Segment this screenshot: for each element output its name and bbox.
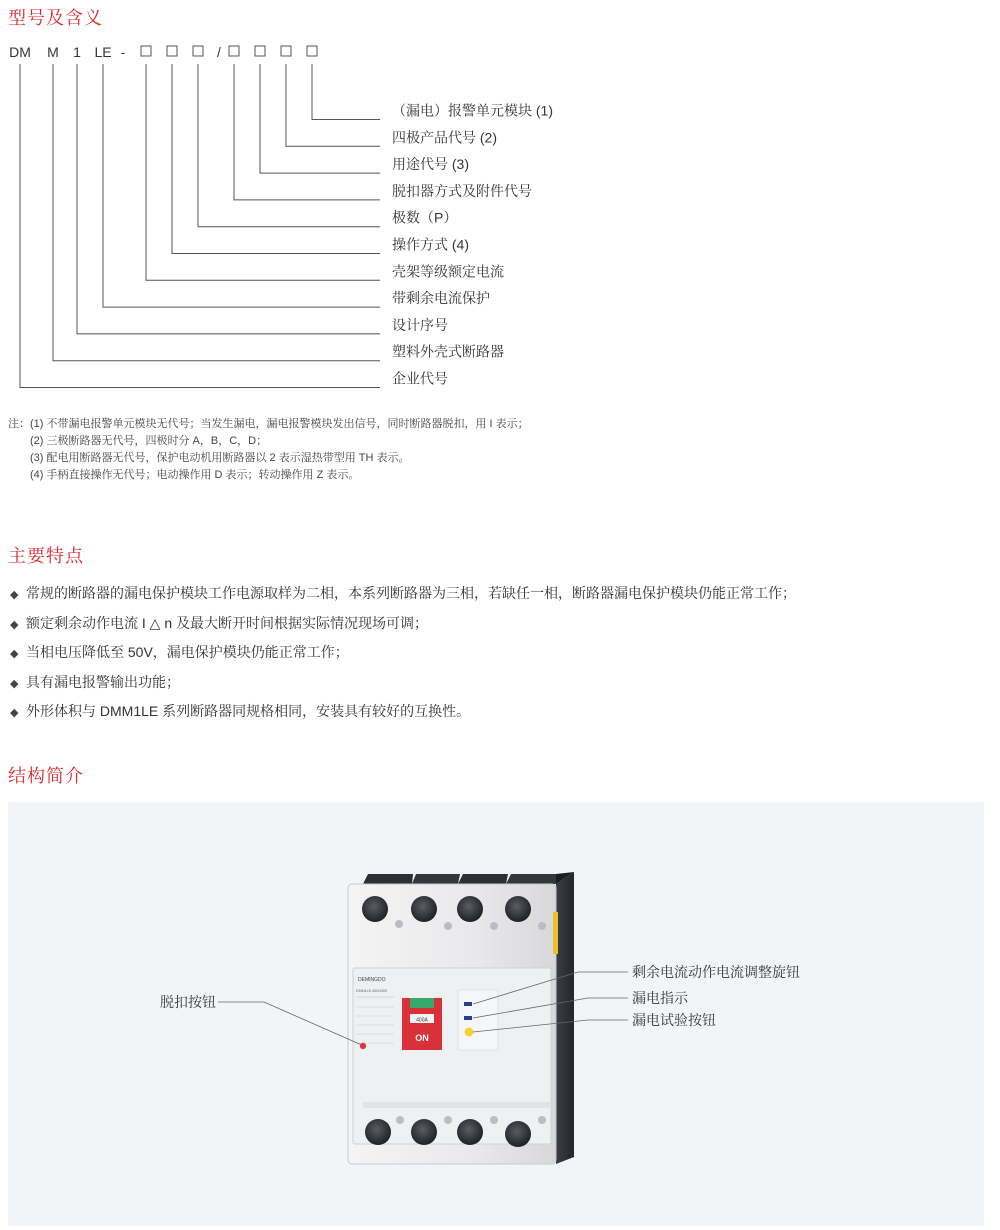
callout-test-button: 漏电试验按钮 (632, 1012, 716, 1028)
code-meaning: 壳架等级额定电流 (392, 263, 504, 280)
callout-adjust-knob: 剩余电流动作电流调整旋钮 (632, 964, 800, 980)
feature-item (10, 671, 796, 701)
note-line: (2) 三极断路器无代号，四极时分 A，B，C，D； (30, 435, 268, 447)
code-connector-line (53, 64, 380, 361)
notes (8, 416, 529, 484)
code-meaning: 塑料外壳式断路器 (392, 343, 504, 360)
test-button[interactable] (465, 1028, 474, 1037)
code-connector-line (286, 64, 380, 146)
feature-text: 常规的断路器的漏电保护模块工作电源取样为二相，本系列断路器为三相，若缺任一相，断路器漏电保护模块仍能正常工作； (26, 585, 796, 601)
brand-label: DEMINGDO (358, 977, 386, 983)
code-meaning: 企业代号 (392, 370, 448, 387)
callout-trip-button: 脱扣按钮 (160, 994, 216, 1010)
code-part: - (120, 44, 126, 60)
top-terminal-blocks (363, 872, 574, 884)
diamond-bullet-icon: ◆ (10, 589, 19, 601)
code-placeholder-box (307, 46, 317, 56)
code-placeholder-box (229, 46, 239, 56)
code-meaning: 用途代号 (3) (392, 156, 469, 173)
code-placeholder-box (141, 46, 151, 56)
feature-item (10, 700, 796, 730)
breaker-side-panel (556, 872, 574, 1164)
code-connector-line (312, 64, 380, 120)
code-part: 1 (73, 44, 81, 60)
diamond-bullet-icon: ◆ (10, 618, 19, 631)
code-meaning: 四极产品代号 (2) (392, 129, 497, 146)
feature-text: 当相电压降低至 50V，漏电保护模块仍能正常工作； (26, 644, 349, 660)
feature-item (10, 641, 796, 671)
code-meaning: 操作方式 (4) (392, 236, 469, 253)
feature-text: 具有漏电报警输出功能； (26, 673, 180, 690)
code-placeholder-box (167, 46, 177, 56)
code-part: M (47, 44, 59, 60)
yellow-side-strip (553, 912, 558, 954)
code-meaning: 带剩余电流保护 (392, 290, 490, 307)
feature-item (10, 582, 796, 612)
note-line: (3) 配电用断路器无代号，保护电动机用断路器以 2 表示湿热带型用 TH 表示。 (30, 452, 410, 464)
code-meaning: 脱扣器方式及附件代号 (392, 182, 532, 199)
section-title-features: 主要特点 (8, 546, 84, 566)
code-placeholder-box (193, 46, 203, 56)
breaker-illustration (8, 802, 984, 1226)
code-connector-line (234, 64, 380, 200)
trip-button[interactable] (360, 1043, 366, 1049)
code-connector-line (103, 64, 380, 307)
breaker-handle[interactable] (402, 998, 442, 1050)
residual-current-knob[interactable] (464, 1002, 472, 1006)
feature-text: 额定剩余动作电流 I △ n 及最大断开时间根据实际情况现场可调； (26, 614, 428, 631)
note-line: (4) 手柄直接操作无代号；电动操作用 D 表示；转动操作用 Z 表示。 (30, 469, 360, 481)
feature-text: 外形体积与 DMM1LE 系列断路器同规格相同，安装具有较好的互换性。 (26, 703, 471, 719)
callout-leakage-indicator: 漏电指示 (632, 990, 688, 1006)
code-part: LE (94, 44, 112, 60)
handle-on-label: ON (415, 1033, 429, 1043)
code-meaning: （漏电）报警单元模块 (1) (392, 102, 553, 119)
structure-panel (8, 802, 984, 1226)
note-line: 注：(1) 不带漏电报警单元模块无代号；当发生漏电，漏电报警模块发出信号，同时断路器脱扣，用 I 表示； (8, 418, 529, 430)
section-title-model: 型号及含义 (8, 8, 103, 28)
model-code-diagram (0, 40, 600, 400)
diamond-bullet-icon: ◆ (10, 648, 19, 660)
code-placeholder-box (255, 46, 265, 56)
code-connector-line (198, 64, 380, 227)
rating-label: 400A (416, 1017, 428, 1024)
diamond-bullet-icon: ◆ (10, 707, 19, 719)
leakage-indicator (464, 1016, 472, 1020)
feature-item (10, 612, 796, 642)
code-part: / (217, 44, 221, 60)
front-plate (353, 968, 551, 1144)
diamond-bullet-icon: ◆ (10, 677, 19, 690)
section-title-structure: 结构简介 (8, 766, 84, 786)
code-connector-line (146, 64, 380, 280)
code-connector-line (172, 64, 380, 254)
model-label: DMM1LE-400/4300 (356, 989, 388, 993)
code-connector-line (20, 64, 380, 388)
code-part: DM (9, 44, 31, 60)
code-connector-line (77, 64, 380, 334)
code-meaning: 设计序号 (392, 316, 448, 333)
code-connector-line (260, 64, 380, 173)
feature-list (10, 582, 796, 730)
code-meaning: 极数（P） (392, 209, 458, 226)
code-placeholder-box (281, 46, 291, 56)
